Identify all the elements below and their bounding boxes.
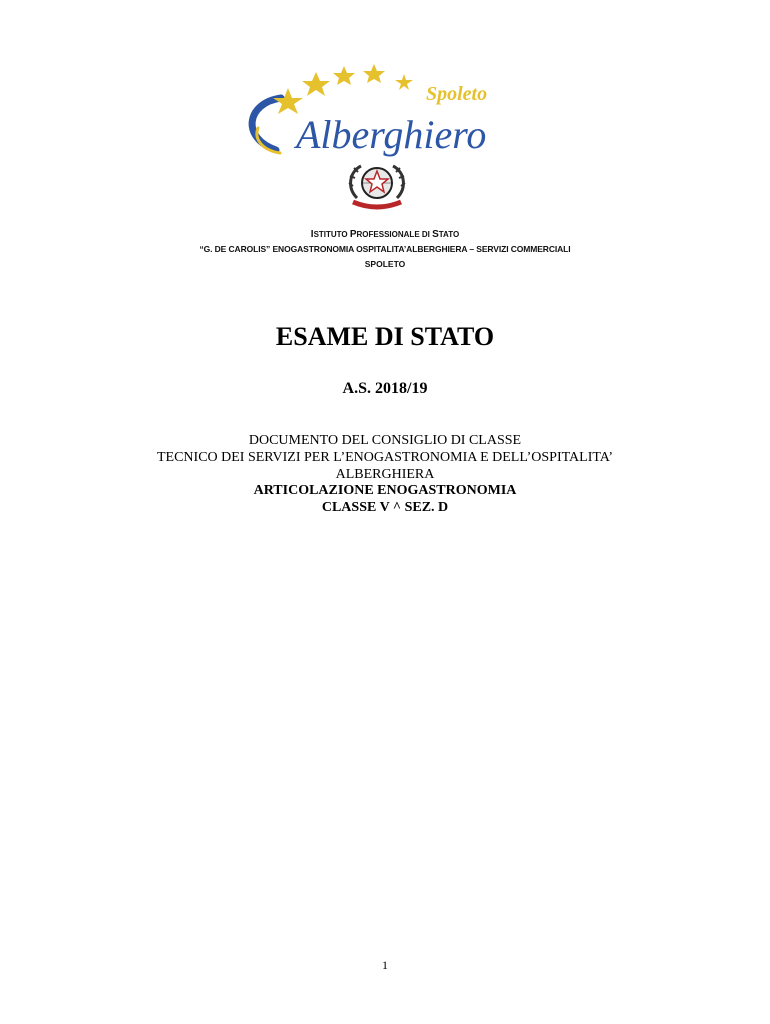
articulation: ARTICOLAZIONE ENOGASTRONOMIA <box>253 483 517 498</box>
italian-republic-emblem-icon <box>343 158 411 212</box>
star-icon <box>273 88 303 114</box>
class-section: CLASSE V ^ SEZ. D <box>321 500 449 515</box>
alberghiero-logo <box>236 58 536 158</box>
star-icon <box>333 66 355 85</box>
document-subtitle: DOCUMENTO DEL CONSIGLIO DI CLASSE <box>248 433 522 448</box>
svg-text:Alberghiero: Alberghiero <box>296 112 487 157</box>
star-icon <box>302 72 330 96</box>
star-icon <box>395 74 413 90</box>
institute-full-name: “G. DE CAROLIS” ENOGASTRONOMIA OSPITALITA’ALBERGHIERA – SERVIZI COMMERCIALI <box>199 244 571 254</box>
school-year: A.S. 2018/19 <box>342 380 428 397</box>
course-name: TECNICO DEI SERVIZI PER L’ENOGASTRONOMIA E DELL’OSPITALITA’ <box>156 450 614 465</box>
svg-text:Spoleto: Spoleto <box>426 83 488 105</box>
institute-name: ISTITUTO PROFESSIONALE DI STATO <box>310 229 460 240</box>
page-number: 1 <box>382 958 388 972</box>
star-icon <box>363 64 385 83</box>
course-name-continued: ALBERGHIERA <box>335 467 435 482</box>
document-title: ESAME DI STATO <box>275 322 495 351</box>
institute-city: SPOLETO <box>364 259 406 269</box>
